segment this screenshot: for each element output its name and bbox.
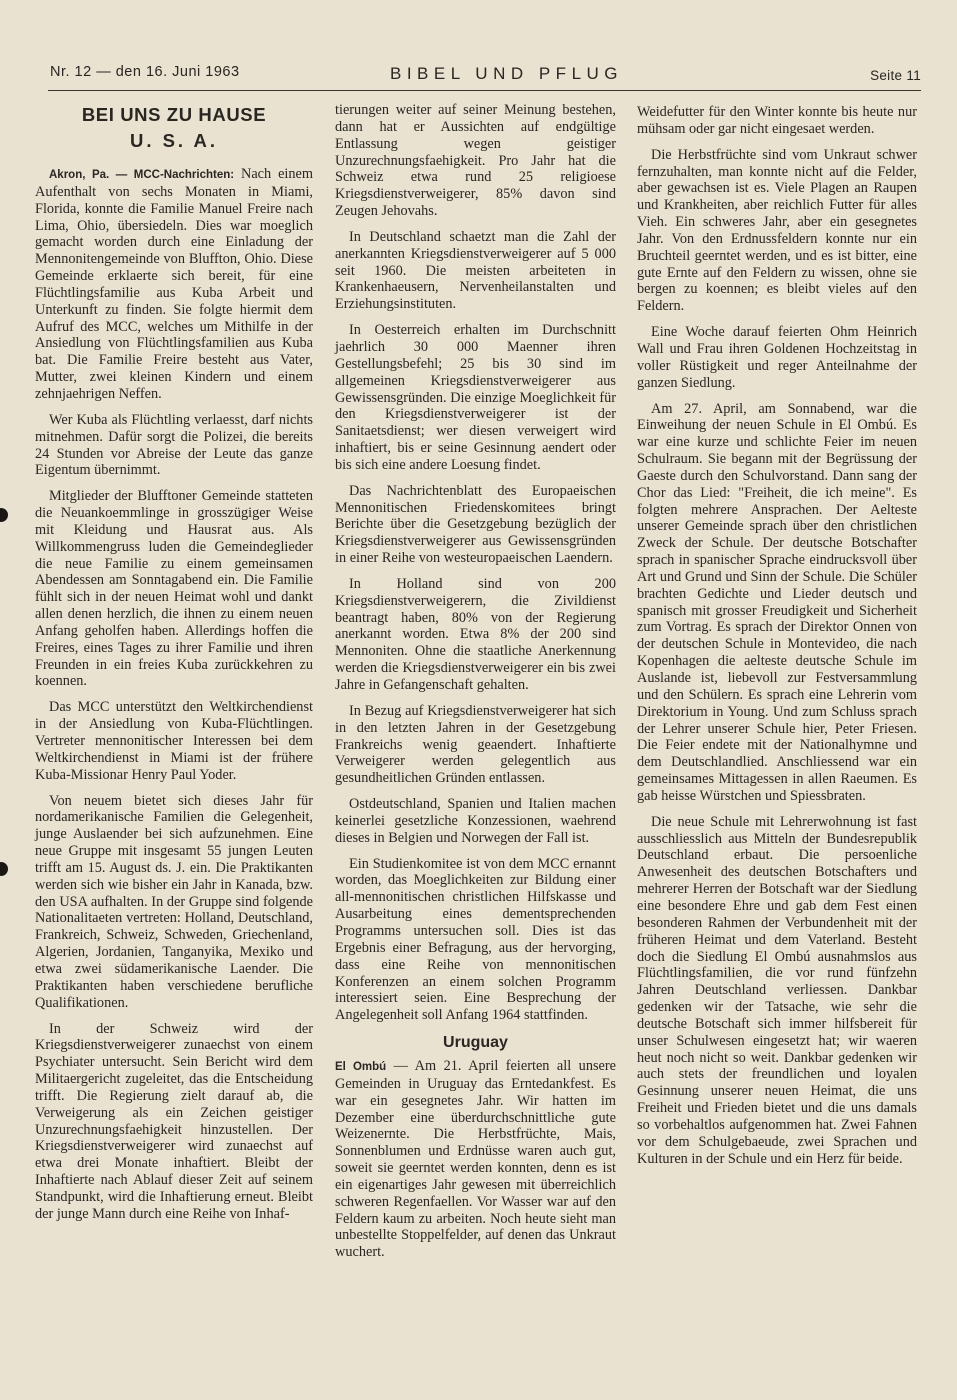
dateline: Akron, Pa. — MCC-Nachrichten: [49, 169, 235, 181]
article-paragraph: In Holland sind von 200 Kriegsdienstverweigerern, die Zivildienst beantragt haben, 80% von der Regierung anerkannt worden. Etwa 8% der 200 sind Mennoniten. Ohne die staatliche Anerkennung werden die Kriegsdienstverweigerer ein bis zwei Jahre in Gefangenschaft gehalten. [335, 575, 616, 693]
section-subtitle: U. S. A. [129, 130, 219, 151]
article-paragraph: tierungen weiter auf seiner Meinung bestehen, dann hat er Aussichten auf endgültige Entlassung wegen geistiger Unzurechnungsfaehigkeit. Pro Jahr hat die Schweiz etwa rund 25 religioese Kriegsdienstverweigerer, 85% davon sind Zeugen Jehovahs. [335, 102, 616, 220]
column-1 [35, 100, 313, 1232]
article-paragraph: In Oesterreich erhalten im Durchschnitt jaehrlich 30 000 Maenner ihren Gestellungsbefehl; 25 bis 30 sind im allgemeinen Kriegsdienstverweigerer aus Gewissensgründen. Die einzige Moeglichkeit für den Kriegsdienstverweigerer ist der Sanitaetsdienst; wer diesen verweigert wird inhaftiert, bis er seine Gesinnung aendert oder bis sich eine andere Loesung findet. [335, 322, 616, 473]
article-paragraph: Die neue Schule mit Lehrerwohnung ist fast ausschliesslich aus Mitteln der Bundesrepublik Deutschland erbaut. Die persoenliche Anwesenheit des deutschen Botschafters und mehrerer Herren der Botschaft war der Siedlung eine besondere Ehre und gab dem Fest einen besonderen Rahmen der Verbundenheit mit der früheren Heimat und dem Vaterland. Besteht doch die Siedlung El Ombú ausnahmslos aus Flüchtlingsfamilien, die vor rund fünfzehn Jahren Deutschland verliessen. Dankbar gedenken wir der Tatsache, wie sehr die deutsche Botschaft sich immer hilfsbereit für unser Schulwesen eingesetzt hat; wir waeren heut noch nicht so weit. Dankbar gedenken wir auch stets der freundlichen und loyalen Gesinnung unserer neuen Heimat, die uns Freiheit und Frieden bietet und die uns damals so vorbehaltlos aufgenommen hat. Zwei Fahnen vor dem Schulgebaeude, zwei Sprachen und Kulturen in der Schule und ein Herz für beide. [637, 813, 917, 1167]
paragraph-text: Nach einem Aufenthalt von sechs Monaten in Miami, Florida, konnte die Familie Manuel Freire nach Lima, Ohio, übersiedeln. Dies war moeglich gemacht worden durch eine Einladung der Mennonitengemeinde von Bluffton, Ohio. Diese Gemeinde erklaerte sich bereit, für eine Flüchtlingsfamilie aus Kuba Arbeit und Unterkunft zu finden. Sie folgte hiermit dem Aufruf des MCC, welches um Mithilfe in der Ansiedlung von Flüchtlingsfamilien aus Kuba bat. Die Familie Freire besteht aus Vater, Mutter, zwei kleinen Kindern und einem zehnjaehrigen Neffen. [35, 166, 314, 402]
article-paragraph: In Bezug auf Kriegsdienstverweigerer hat sich in den letzten Jahren in der Gesetzgebung Frankreichs wenig geaendert. Inhaftierte Verweigerer werden gelegentlich aus gesundheitlichen Gründen entlassen. [335, 702, 616, 787]
article-paragraph: Ostdeutschland, Spanien und Italien machen keinerlei gesetzliche Konzessionen, waehrend dieses in Belgien und Norwegen der Fall ist. [335, 796, 616, 846]
article-paragraph: In Deutschland schaetzt man die Zahl der anerkannten Kriegsdienstverweigerer auf 5 000 seit 1960. Die meisten arbeiteten in Krankenhaeusern, Nervenheilanstalten und Erziehungsinstituten. [335, 228, 616, 313]
uruguay-heading: Uruguay [443, 1034, 508, 1052]
article-paragraph: Mitglieder der Blufftoner Gemeinde statteten die Neuankoemmlinge in grosszügiger Weise mit Kleidung und Hausrat aus. Als Willkommengruss luden die Gemeindeglieder die neue Familie zu einem gemeinsamen Abendessen am Sonntagabend ein. Die Familie fühlt sich in der neuen Heimat wohl und dankt allen denen herzlich, die ihnen zu einem neuen Anfang geholfen haben. Allerdings hoffen die Freires, eines Tages zu ihrer Familie und ihren Freunden in ein freies Kuba zurückkehren zu koennen. [35, 488, 313, 690]
punch-hole [0, 508, 8, 522]
article-paragraph: Wer Kuba als Flüchtling verlaesst, darf nichts mitnehmen. Dafür sorgt die Polizei, die bereits 24 Stunden vor Abreise der Leute das ganze Eigentum übernimmt. [35, 411, 313, 479]
article-paragraph: Weidefutter für den Winter konnte bis heute nur mühsam oder gar nicht eingesaet werden. [637, 104, 917, 137]
article-paragraph [35, 166, 313, 403]
publication-title: BIBEL UND PFLUG [390, 64, 624, 83]
punch-hole [0, 862, 8, 876]
section-title: BEI UNS ZU HAUSE [81, 104, 267, 125]
header-rule [48, 90, 921, 91]
issue-date: Nr. 12 — den 16. Juni 1963 [50, 64, 240, 80]
page-number: Seite 11 [870, 68, 921, 83]
article-paragraph: Von neuem bietet sich dieses Jahr für nordamerikanische Familien die Gelegenheit, junge Auslaender bei sich aufzunehmen. Eine neue Gruppe mit insgesamt 55 jungen Leuten trifft am 15. August ds. J. ein. Die Praktikanten werden sich wie bisher ein Jahr in Kanada, bzw. den USA aufhalten. In der Gruppe sind folgende Nationalitaeten vertreten: Holland, Deutschland, Frankreich, Schweiz, Schweden, Griechenland, Algerien, Jordanien, Tanganyika, Mexiko und etwa zwei südamerikanische Laender. Die Praktikanten haben verschiedene berufliche Qualifikationen. [35, 792, 313, 1011]
article-paragraph: Die Herbstfrüchte sind vom Unkraut schwer fernzuhalten, man konnte nicht auf die Felder, aber gewachsen ist es. Viele Plagen an Raupen und Krankheiten, aber reichlich Futter für alles Vieh. Ein schweres Jahr, aber ein gesegnetes Jahr. Von den Erdnussfeldern konnte nur ein Bruchteil geerntet werden, und es ist bitter, eine gute Ernte auf den Feldern zu wissen, ohne sie bergen zu koennen; es bleibt vieles auf den Feldern. [637, 146, 917, 315]
column-3 [637, 104, 917, 1176]
paragraph-text: — Am 21. April feierten all unsere Gemeinden in Uruguay das Erntedankfest. Es war ein gesegnetes Jahr. Wir hatten im Dezember eine überdurchschnittliche gute Weizenernte. Die Herbstfrüchte, Mais, Sonnenblumen und Erdnüsse waren auch gut, soweit sie geerntet werden konnten, denn es ist ein eigenartiges Jahr gewesen mit überreichlich schweren Regenfaellen. Vor Wasser war auf den Feldern kaum zu arbeiten. Noch heute sieht man unbestellte Stoppelfelder, auf denen das Unkraut wuchert. [335, 1058, 616, 1261]
page-header [48, 60, 921, 92]
article-paragraph: Am 27. April, am Sonnabend, war die Einweihung der neuen Schule in El Ombú. Es war eine kurze und schlichte Feier im neuen Schulraum. Sie begann mit der Begrüssung der Gaeste durch den Schulvorstand. Dann sang der Chor das Lied: "Freiheit, die ich meine". Es folgten mehrere Ansprachen. Der Aelteste unserer Gemeinde sprach über den christlichen Zweck der Schule. Der deutsche Botschafter sprach in spanischer Sprache eindrucksvoll über Art und Grund und Sinn der Schule. Die Schüler brachten Gedichte und Lieder deutsch und spanisch mit grosser Freudigkeit und Sicherheit zum Vortrag. Es sprach der Direktor Onnen von der deutschen Schule in Montevideo, die nach Kopenhagen die aelteste deutsche Schule im Auslande ist, liebevoll zur Festversammlung und den Schülern. Es sprach eine Lehrerin vom Direktorium in Young. Und zum Schluss sprach der Lehrer unserer Schule hier, Peter Friesen. Die Feier endete mit der Nationalhymne und dem Deutschlandlied. Anschliessend war ein gemeinsames Mittagessen in allen Raeumen. Es gab heisse Würstchen und Spiessbraten. [637, 400, 917, 804]
article-paragraph: Eine Woche darauf feierten Ohm Heinrich Wall und Frau ihren Goldenen Hochzeitstag in voller Rüstigkeit und reger Anteilnahme der ganzen Siedlung. [637, 324, 917, 391]
column-2 [335, 102, 616, 1270]
article-paragraph [335, 1058, 616, 1261]
article-paragraph: Das MCC unterstützt den Weltkirchendienst in der Ansiedlung von Kuba-Flüchtlingen. Vertreter mennonitischer Interessen bei dem Weltkirchendienst in Miami ist der frühere Kuba-Missionar Henry Paul Yoder. [35, 699, 313, 783]
article-paragraph: In der Schweiz wird der Kriegsdienstverweigerer zunaechst von einem Psychiater untersucht. Sein Bericht wird dem Militaergericht zugeleitet, das die Entscheidung trifft. Die Regierung zielt darauf ab, die Verweigerung als ein Zeichen geistiger Unzurechnungsfaehigkeit hinzustellen. Der Kriegsdienstverweigerer wird zunaechst auf etwa drei Monate inhaftiert. Bleibt der Inhaftierte nach Ablauf dieser Zeit auf seinem Standpunkt, wird die Inhaftierung erneut. Bleibt der junge Mann durch eine Reihe von Inhaf- [35, 1020, 313, 1222]
article-paragraph: Das Nachrichtenblatt des Europaeischen Mennonitischen Friedenskomitees bringt Berichte über die Gesetzgebung bezüglich der Kriegsdienstverweigerer aus Gewissensgründen in einer Reihe von westeuropaeischen Laendern. [335, 482, 616, 567]
article-paragraph: Ein Studienkomitee ist von dem MCC ernannt worden, das Moeglichkeiten zur Bildung einer all-mennonitischen christlichen Hilfskasse und Ausarbeitung eines dementsprechenden Programms untersuchen soll. Dies ist das Ergebnis einer Befragung, aus der hervorging, dass eine Reihe von mennonitischen Konferenzen an einem solchen Programm interessiert seien. Eine Besprechung der Angelegenheit soll Anfang 1964 stattfinden. [335, 855, 616, 1024]
dateline: El Ombú [335, 1061, 387, 1074]
